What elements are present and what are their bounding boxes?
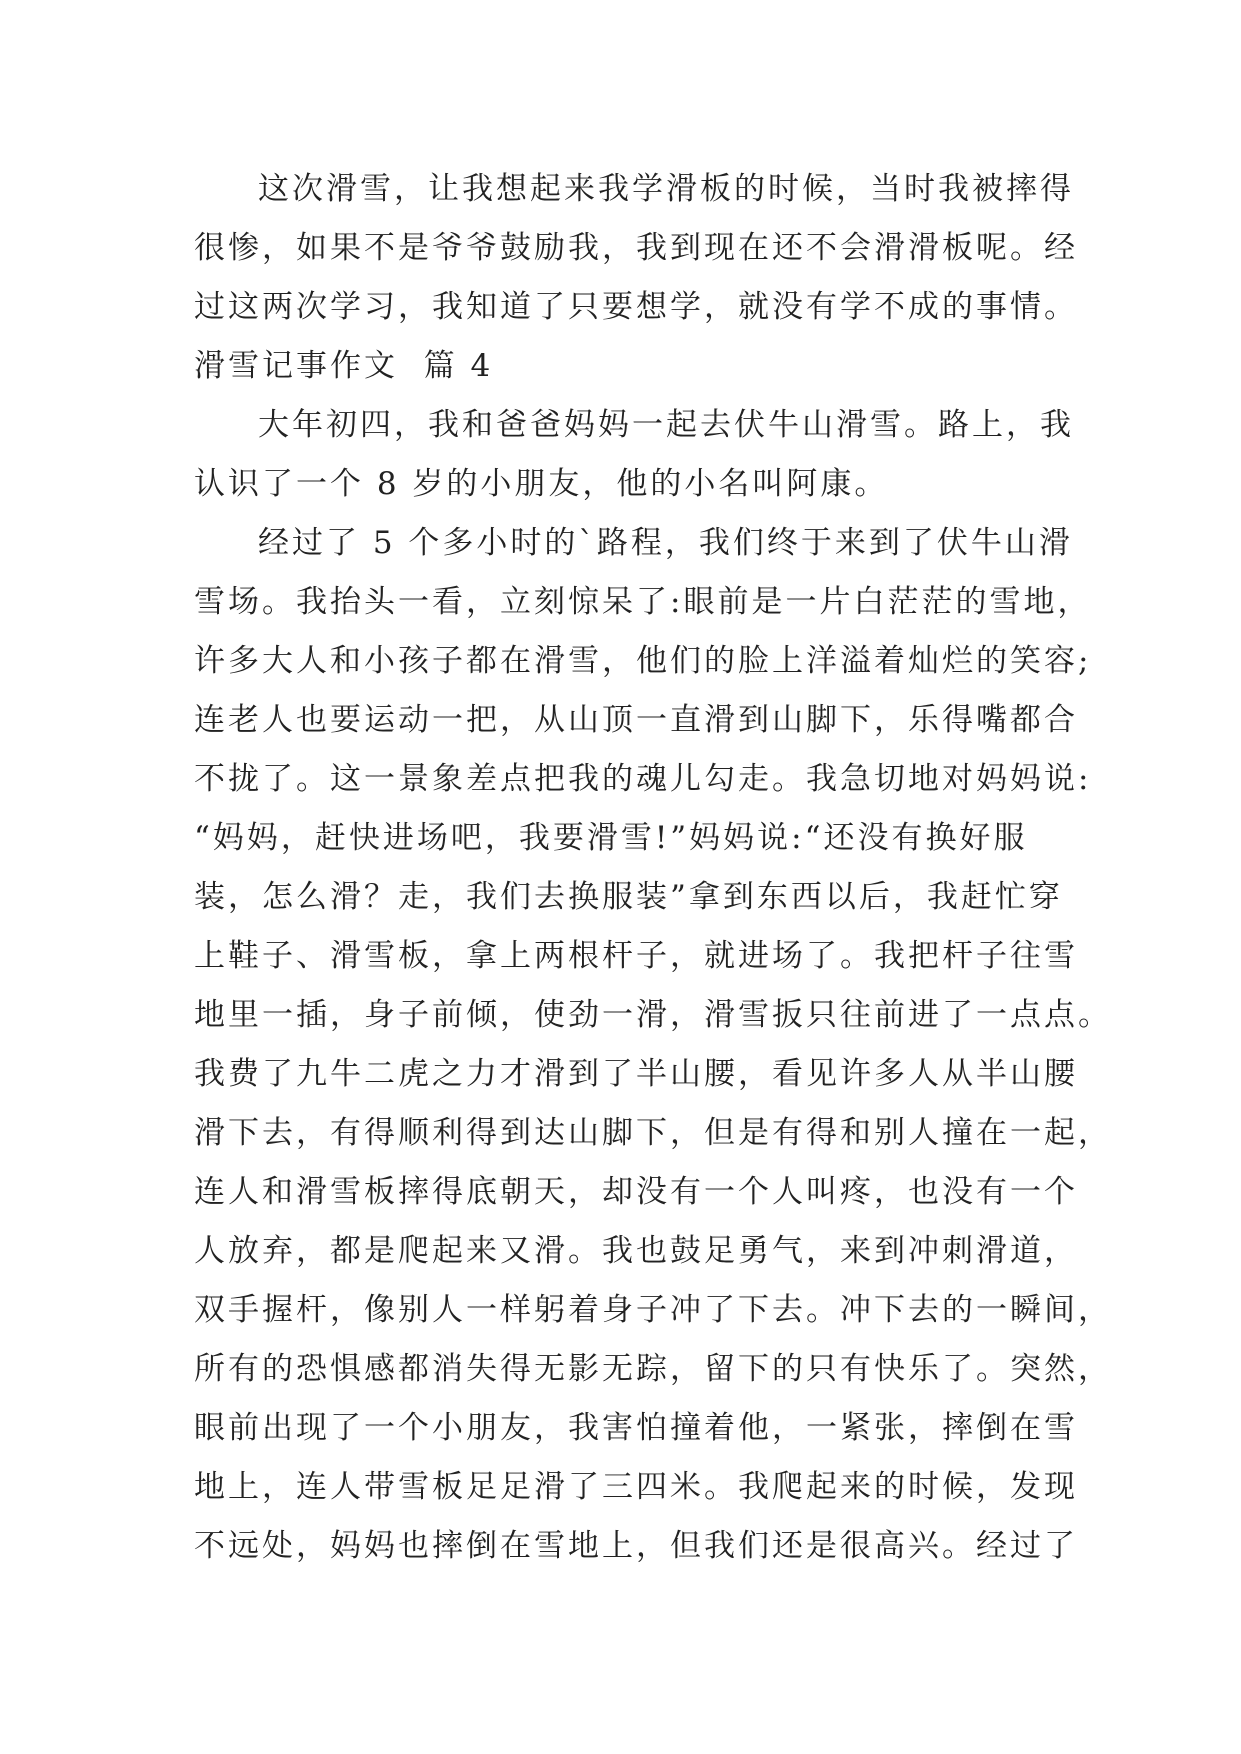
- text-line: 人放弃，都是爬起来又滑。我也鼓足勇气，来到冲刺滑道，: [194, 1233, 1078, 1269]
- paragraph-3: [194, 514, 1112, 1576]
- text-line: 双手握杆，像别人一样躬着身子冲了下去。冲下去的一瞬间，: [194, 1292, 1112, 1328]
- text-line: 这次滑雪，让我想起来我学滑板的时候，当时我被摔得: [258, 171, 1074, 207]
- text-line: 连人和滑雪板摔得底朝天，却没有一个人叫疼，也没有一个: [194, 1174, 1078, 1210]
- text-line: 连老人也要运动一把，从山顶一直滑到山脚下，乐得嘴都合: [194, 702, 1078, 738]
- document-body: [194, 160, 1112, 1576]
- text-line: 眼前出现了一个小朋友，我害怕撞着他，一紧张，摔倒在雪: [194, 1410, 1078, 1446]
- text-line: 很惨，如果不是爷爷鼓励我，我到现在还不会滑滑板呢。经: [194, 230, 1078, 266]
- section-heading: 滑雪记事作文 篇 4: [194, 348, 494, 384]
- text-line: 滑下去，有得顺利得到达山脚下，但是有得和别人撞在一起，: [194, 1115, 1112, 1151]
- text-line: 地上，连人带雪板足足滑了三四米。我爬起来的时候，发现: [194, 1469, 1078, 1505]
- text-line: 经过了 5 个多小时的`路程，我们终于来到了伏牛山滑: [258, 525, 1073, 561]
- text-line: 装，怎么滑？走，我们去换服装”拿到东西以后，我赶忙穿: [194, 879, 1063, 915]
- text-line: 所有的恐惧感都消失得无影无踪，留下的只有快乐了。突然，: [194, 1351, 1112, 1387]
- paragraph-1: [194, 160, 1078, 337]
- text-line: 认识了一个 8 岁的小朋友，他的小名叫阿康。: [194, 466, 889, 502]
- text-line: 地里一插，身子前倾，使劲一滑，滑雪扳只往前进了一点点。: [194, 997, 1112, 1033]
- paragraph-2: [194, 396, 1074, 514]
- text-line: 不拢了。这一景象差点把我的魂儿勾走。我急切地对妈妈说:: [194, 761, 1092, 797]
- text-line: “妈妈，赶快进场吧，我要滑雪!”妈妈说:“还没有换好服: [194, 820, 1028, 856]
- text-line: 雪场。我抬头一看，立刻惊呆了:眼前是一片白茫茫的雪地，: [194, 584, 1092, 620]
- text-line: 上鞋子、滑雪板，拿上两根杆子，就进场了。我把杆子往雪: [194, 938, 1078, 974]
- text-line: 过这两次学习，我知道了只要想学，就没有学不成的事情。: [194, 289, 1078, 325]
- text-line: 不远处，妈妈也摔倒在雪地上，但我们还是很高兴。经过了: [194, 1528, 1078, 1564]
- text-line: 许多大人和小孩子都在滑雪，他们的脸上洋溢着灿烂的笑容;: [194, 643, 1092, 679]
- text-line: 大年初四，我和爸爸妈妈一起去伏牛山滑雪。路上，我: [258, 407, 1074, 443]
- text-line: 我费了九牛二虎之力才滑到了半山腰，看见许多人从半山腰: [194, 1056, 1078, 1092]
